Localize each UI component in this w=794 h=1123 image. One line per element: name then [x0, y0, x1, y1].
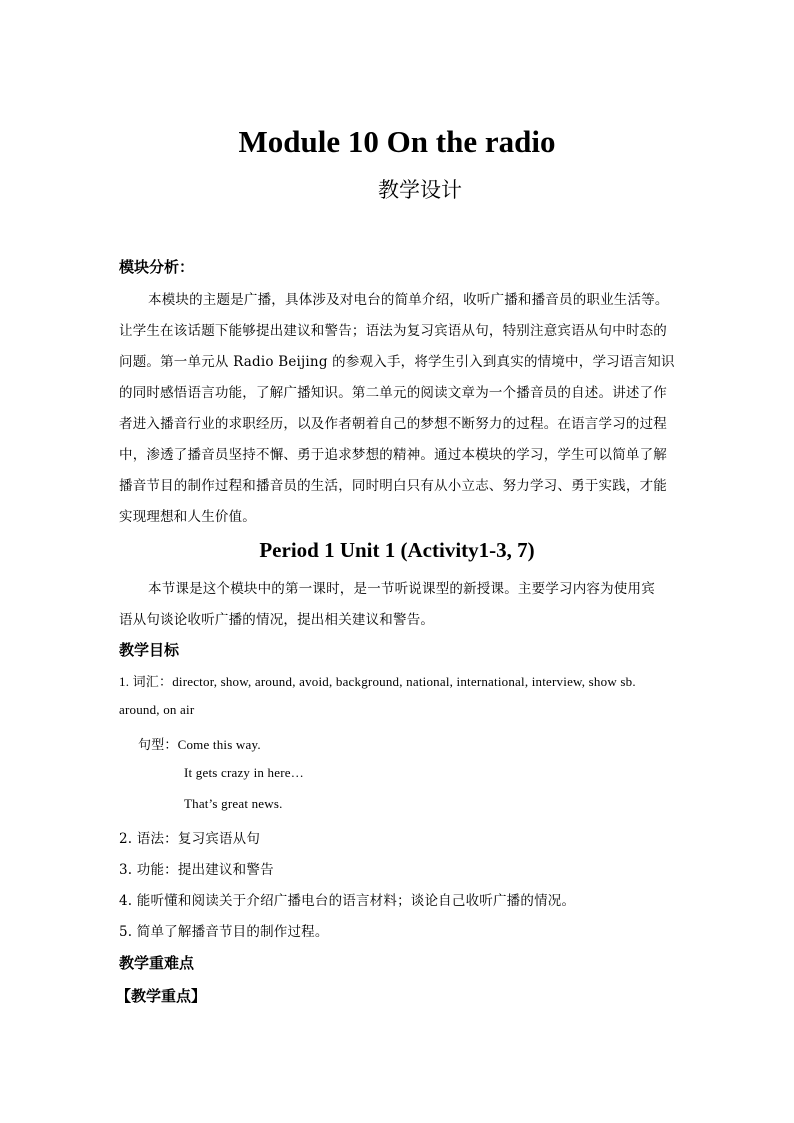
analysis-line-7: 播音节目的制作过程和播音员的生活，同时明白只有从小立志、努力学习、勇于实践，才能: [119, 478, 667, 494]
vocab-line-2: around, on air: [119, 702, 195, 717]
analysis-line-2: 让学生在该话题下能够提出建议和警告；语法为复习宾语从句，特别注意宾语从句中时态的: [119, 323, 667, 339]
sentence-pattern-line-2: It gets crazy in here…: [184, 765, 304, 780]
period-intro-line-2: 语从句谈论收听广播的情况，提出相关建议和警告。: [119, 612, 435, 628]
analysis-line-8: 实现理想和人生价值。: [119, 509, 256, 525]
analysis-line-1: 本模块的主题是广播，具体涉及对电台的简单介绍，收听广播和播音员的职业生活等。: [148, 292, 669, 308]
vocab-line-1: 1. 词汇：director, show, around, avoid, background, national, international, interview, show sb.: [119, 674, 636, 689]
objectives-heading: 教学目标: [119, 641, 180, 659]
document-title: Module 10 On the radio: [238, 124, 556, 159]
objective-item-5: 5. 简单了解播音节目的制作过程。: [119, 924, 329, 940]
period-heading: Period 1 Unit 1 (Activity1-3, 7): [259, 538, 535, 562]
document-subtitle: 教学设计: [378, 178, 462, 202]
analysis-line-6: 中，渗透了播音员坚持不懈、勇于追求梦想的精神。通过本模块的学习，学生可以简单了解: [119, 447, 667, 463]
sentence-pattern-line-1: 句型：Come this way.: [138, 737, 261, 752]
analysis-line-4: 的同时感悟语言功能，了解广播知识。第二单元的阅读文章为一个播音员的自述。讲述了作: [119, 385, 667, 401]
key-points-heading: 教学重难点: [119, 954, 195, 972]
module-analysis-heading: 模块分析：: [119, 258, 195, 276]
objective-item-4: 4. 能听懂和阅读关于介绍广播电台的语言材料；谈论自己收听广播的情况。: [119, 893, 576, 909]
period-intro-line-1: 本节课是这个模块中的第一课时，是一节听说课型的新授课。主要学习内容为使用宾: [148, 581, 655, 597]
key-points-subheading: 【教学重点】: [116, 987, 207, 1005]
objective-item-3: 3. 功能：提出建议和警告: [119, 862, 274, 878]
analysis-line-3: 问题。第一单元从 Radio Beijing 的参观入手，将学生引入到真实的情境中，学习语言知识: [119, 354, 675, 370]
objective-item-2: 2. 语法：复习宾语从句: [119, 831, 261, 847]
analysis-line-5: 者进入播音行业的求职经历，以及作者朝着自己的梦想不断努力的过程。在语言学习的过程: [119, 416, 667, 432]
sentence-pattern-line-3: That’s great news.: [184, 796, 283, 811]
